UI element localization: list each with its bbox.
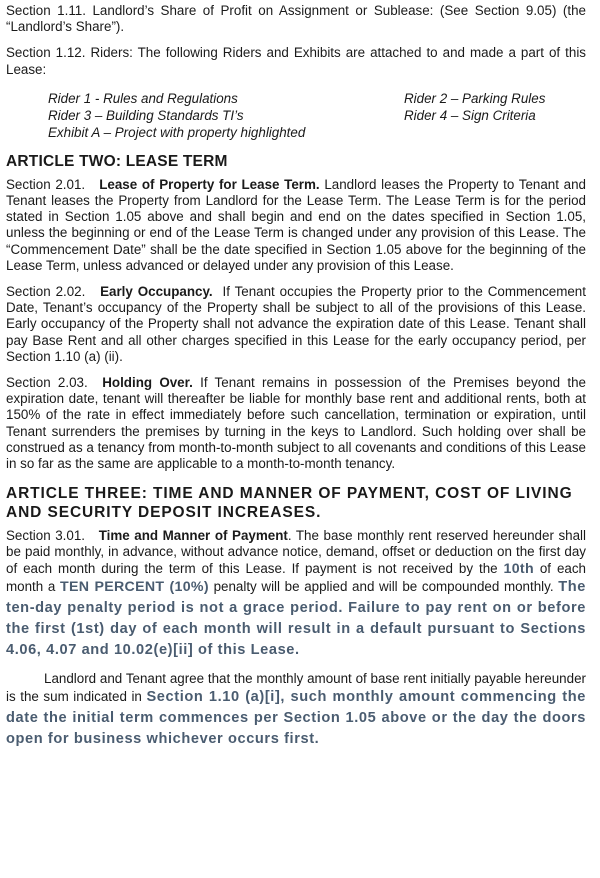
rider-4: Rider 4 – Sign Criteria bbox=[404, 107, 536, 123]
section-title: Time and Manner of Payment bbox=[98, 528, 288, 544]
article-three-heading: ARTICLE THREE: TIME AND MANNER OF PAYMENT, COST OF LIVING AND SECURITY DEPOSIT INCREASES. bbox=[6, 485, 573, 522]
base-rent-highlight: Section 1.10 (a)[i], such monthly amount commencing the date the initial term commences per Section 1.05 above or the day the doors open for business whichever occurs first. bbox=[6, 689, 586, 748]
section-body: Landlord leases the Property to Tenant and Tenant leases the Property from Landlord for the Lease Term. The Lease Term is for the period stated in Section 1.05 above and shall begin and end on the dates specified in Section 1.05, unless the beginning or end of the Lease Term is changed under any provision of this Lease. The “Commencement Date” shall be the date specified in Section 1.05 above for the beginning of the Lease Term, unless advanced or delayed under any provision of this Lease. bbox=[6, 176, 586, 273]
section-body: If Tenant occupies the Property prior to the Commencement Date, Tenant’s occupancy of the Property shall be subject to all of the provisions of this Lease. Early occupancy of the Property shall not advance the expiration date of this Lease. Tenant shall pay Base Rent and all other charges specified in this Lease for the early occupancy period, per Section 1.10 (a) (ii). bbox=[6, 284, 586, 364]
section-1-12: Section 1.12. Riders: The following Riders and Exhibits are attached to and made a part of this Lease: bbox=[6, 45, 586, 77]
section-2-01 bbox=[6, 177, 586, 274]
tenth-day-highlight: 10th bbox=[503, 560, 534, 577]
exhibit-a: Exhibit A – Project with property highlighted bbox=[48, 124, 306, 140]
section-body-3: penalty will be applied and will be compounded monthly. bbox=[213, 578, 554, 594]
article-two-heading: ARTICLE TWO: LEASE TERM bbox=[6, 152, 228, 170]
section-title: Lease of Property for Lease Term. bbox=[99, 176, 320, 192]
rider-2: Rider 2 – Parking Rules bbox=[404, 90, 546, 106]
section-number: Section 2.03. bbox=[6, 375, 88, 391]
section-body: If Tenant remains in possession of the Premises beyond the expiration date, tenant will thereafter be liable for monthly base rent and additional rents, both at 150% of the rate in effect immediately before such cancellation, termination or expiration, until Tenant surrenders the premises by turning in the keys to Landlord. Such holding over shall be construed as a tenancy from month-to-month subject to all covenants and conditions of this Lease in so far as the same are applicable to a month-to-month tenancy. bbox=[6, 375, 586, 472]
section-title: Holding Over. bbox=[102, 375, 193, 391]
section-number: Section 2.01. bbox=[6, 176, 86, 192]
section-1-11: Section 1.11. Landlord’s Share of Profit on Assignment or Sublease: (See Section 9.05) (the “Landlord’s Share”). bbox=[6, 3, 586, 35]
grace-period-highlight: The ten-day penalty period is not a grace period. Failure to pay rent on or before the first (1st) day of each month will result in a default pursuant to Sections 4.06, 4.07 and 10.02(e)[ii] of this Lease. bbox=[6, 578, 586, 658]
section-2-02 bbox=[6, 284, 586, 365]
section-body-1: . The base monthly rent reserved hereunder shall be paid monthly, in advance, without advance notice, demand, offset or deduction on the first day of each month during the term of this Lease. If payment is not received by the bbox=[6, 528, 587, 576]
section-title: Early Occupancy. bbox=[100, 284, 213, 300]
base-rent-paragraph bbox=[6, 671, 586, 750]
rider-1: Rider 1 - Rules and Regulations bbox=[48, 90, 238, 106]
lease-page bbox=[6, 0, 586, 750]
section-3-01 bbox=[6, 528, 586, 661]
section-number: Section 2.02. bbox=[6, 284, 86, 300]
section-number: Section 3.01. bbox=[6, 528, 86, 544]
section-2-03 bbox=[6, 375, 586, 472]
penalty-percent-highlight: TEN PERCENT (10%) bbox=[60, 578, 209, 595]
paragraph-body: Landlord and Tenant agree that the monthly amount of base rent initially payable hereunder is the sum indicated in bbox=[6, 670, 586, 705]
rider-3: Rider 3 – Building Standards TI’s bbox=[48, 107, 244, 123]
riders-list bbox=[6, 90, 586, 141]
section-body-2: of each month a bbox=[6, 560, 586, 594]
